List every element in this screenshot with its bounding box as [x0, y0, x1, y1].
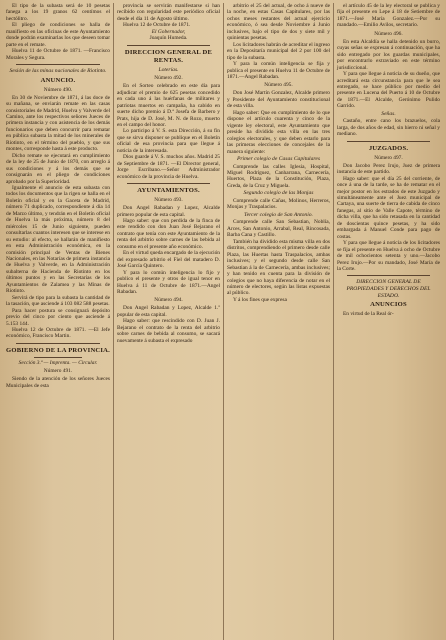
paragraph: En virtud de la Real ór- — [343, 311, 394, 318]
notice-number: Número 491. — [43, 368, 73, 375]
text-column-1 — [3, 3, 113, 640]
paragraph: Y para lo común inteligencia lo fijo y publico el presente y otros de igual tenor en Huelva á 11 de Octubre de 1871.—Angel Rabadan. — [117, 269, 220, 295]
notice-number: Número 496. — [374, 30, 403, 37]
subheading: Sesión de las minas nacionales de Riotinto. — [9, 68, 107, 75]
paragraph: En esta Alcaldía se halla detenido un burro, cuyas señas se expresan á continuación, que ha sido entregado por los guardas municipales, por encontrarlo extraviado en este término jurisdiccional. — [337, 38, 440, 71]
paragraph: Comprende las calles Iglesia, Hospital, Miguel Rodríguez, Canharrana, Carnecería, Huertos, Plaza de la Constitución, Plaza, Greda, de la Cruz y Miguela. — [227, 163, 330, 189]
section-heading: ANUNCIO. — [40, 76, 76, 84]
paragraph: También ha dividido esta misma villa en dos distritos, comprendiendo el primero desde calle Plaza, las Huertas hasta Traspalacios, ambas inclusives; y el segundo desde calle San Sebastian á la de Carnecería, ambas inclusives; y han tenido en cuenta para la división de colegios que no haya diferencia de notar en el número de electores, según las listas expuestas al público. — [227, 238, 330, 297]
section-heading: GOBIERNO DE LA PROVINCIA. — [6, 346, 110, 354]
paragraph: Huelva 11 de Octubre de 1871. —Francisco Morales y Segura. — [6, 48, 110, 61]
section-divider — [127, 183, 210, 184]
paragraph: arbitrio el 25 del actual, de ocho á nueve de la noche, en estas Casas Capitulares, por las ochos meses restantes del actual ejercicio económico, ó sea desde Noviembre á Junio inclusives, bajo el tipo de dos y siete mil y quinientas pesetas. — [227, 3, 330, 42]
paragraph: Y para que llegue á noticia de su dueño, que acreditará esta circunstancia para que le sea entregado, se hace público por medio del presente en Lucena del Puerto á 10 de Octubre de 1871.—El Alcalde, Gerónimo Pulido Garrido. — [337, 71, 440, 110]
paragraph: Don José Martín Gonzalez, Alcalde primero y Presidente del Ayuntamiento constitucional de esta villa. — [227, 90, 330, 110]
paragraph: Hago saber: que el día 25 del corriente, de once á una de la tarde, se ha de rematar en el mejor postor en los estrados de este Juzgado y simultáneamente ante el Juez municipal de Cartaya, una suerte de tierra de cabida de cinco fanegas, al sitio de Valle Capote, término de dicha villa, que ha sido retasada en la cantidad de doscientas quince pesetas, y ha sido embargada á Manuel Conde para pago de costas. — [337, 175, 440, 240]
paragraph: Dicho remate se ejecutará en cumplimiento de la ley de 25 de Junio de 1870, con arreglo á sus condiciones y á los demás que se consignarán en el pliego de condiciones aprobado por la Superioridad. — [6, 152, 110, 185]
paragraph: El Gobernador, — [151, 28, 186, 35]
notice-number: Número 490. — [43, 86, 73, 93]
paragraph: Comprende calle San Sebastian, Noblía, Arces, San Antonio, Arrabal, Real, Rincosada, Barba Cana y Castillo. — [227, 219, 330, 239]
short-divider — [34, 357, 82, 358]
section-heading: DIRECCION GENERAL DE RENTAS. — [124, 48, 213, 64]
paragraph: Don Angel Rabadan y Lopez, Alcalde primero popular de esta capital. — [117, 205, 220, 218]
section-heading: AYUNTAMIENTOS. — [137, 187, 200, 195]
paragraph: Y para que llegue á noticia de los licitadores se fija el presente en Huelva á ocho de Octubre de mil ochocientos setenta y uno.—Jacobo Perez Irujo.—Por su mandado, José María de la Corte. — [337, 240, 440, 272]
paragraph: el artículo 45 de la ley electoral se publica y fija el presente en Lepe á 18 de Setiembre de 1871.—José María Gonzalez.—Por su mandado.—Emilio Avilos, secretario. — [337, 3, 440, 29]
notice-number: Número 497. — [374, 154, 403, 161]
section-divider — [347, 275, 430, 276]
paragraph: En el Sorteo celebrado en este día para adjudicar el premio de 625 pesetas concedido en cada uno á las huérfanas de militares y patriotas muertos en campaña, ha cabido en suerte dicho premio á D.ª Josefa de Barbero y Prats, hija de D. José, M. N. de Rozo, muerto en el campo del honor. — [117, 83, 220, 129]
paragraph: Joaquín Humeda. — [149, 35, 188, 42]
paragraph: En 30 de Noviembre de 1871, á las doce de su mañana, se enviarán remate en las casas consistoriales de Madrid, Huelva y Valverde del Camino, ante los respectivos señores Jueces de primera instancia y con asistencia de los demás funcionarios que deben concurrir para rematar en pública subasta la mitad de los minerales de Riotinto, en el término del pueblo, y que sus montes, corresponde hasta á este producto. — [6, 94, 110, 153]
paragraph: Don Angel Rabadan y Lopez, Alcalde 1.º popular de esta capital. — [117, 305, 220, 318]
paragraph: Y á los fines que expresa — [233, 296, 287, 303]
text-columns — [3, 3, 443, 640]
paragraph: Don Jacobo Perez Irujo, Juez de primera instancia de este partido. — [337, 162, 440, 176]
paragraph: Los licitadores habrán de acreditar el ingreso en la Depositaría municipal del 2 por 100 del tipo de la subasta. — [227, 41, 330, 61]
paragraph: Servirá de tipo para la subasta la cantidad de la tasación, que asciende á 103 082 588 pesetas. — [6, 294, 110, 308]
section-divider — [16, 64, 100, 65]
subheading: Tercer colegio de San Antonio. — [244, 211, 313, 218]
paragraph: Comprende calle Cañas, Molinos, Herreros, Monjas y Traspalacios. — [227, 197, 330, 211]
section-divider — [16, 343, 100, 344]
subheading: Señas. — [381, 110, 396, 117]
text-column-4 — [333, 3, 443, 640]
section-heading: ANUNCIOS — [370, 301, 407, 309]
paragraph: Castaño, entre cano los brazuelos, cola larga, de dos años de edad, sin hierro ni señal y mediano. — [337, 118, 440, 138]
paragraph: El pliego de condiciones se halla de manifiesto en las oficinas de este Ayuntamiento donde podrán examinarlas los que deseen tomar parte en el remate. — [6, 22, 110, 48]
text-column-3 — [223, 3, 333, 640]
paragraph: provincia se servirán manifestarse si han recibido con regularidad este periódico oficial desde el día 11 de Agosto último. — [117, 3, 220, 22]
paragraph: En el virtud queda encargado de la ejecución del expresado arbitrio el Fiel del matadero D. José García Quintero. — [117, 250, 220, 270]
paragraph: Para hacer postura se consignará depósito previo del cinco por ciento que asciende á 5.153 144. — [6, 307, 110, 327]
subheading: DIRECCION GENERAL DE PROPIEDADES Y DERECHOS DEL ESTADO. — [346, 279, 431, 299]
paragraph: Huelva 12 de Octubre de 1871. —El Jefe económico, Francisco Martin. — [6, 326, 110, 340]
paragraph: Huelva 12 de Octubre de 1871. — [123, 22, 191, 29]
paragraph: Sección 3.ª — Imprenta. — Circular. — [18, 359, 98, 366]
subheading: Primer colegio de Casas Capitulares — [236, 155, 321, 162]
notice-number: Número 493. — [154, 197, 183, 204]
paragraph: Igualmente el anuncio de esta subasta con todos los documentos que la rigen se halla en el Boletín oficial y en la Gaceta de Madrid, número 71 duplicado, correspondiente á día 14 de Marzo último, y tendrán en el Boletín oficial de Huelva la más próxima, número 8 del miércoles 15 de Junio siguiente, pueden consultarlas cuantos interesen que se interese en su estudio: al efecto, se hallarán de manifiesto en esta Administración económica, en la comisión principal de Ventas de Bienes Nacionales, en las Notarías de primera instancia de Huelva y Valverde, en la Administración subalterna de Hacienda de Riotinto en los últimos puntos y en las Secretarías de los Ayuntamientos de Zalamea y las Minas de Riotinto. — [6, 185, 110, 295]
notice-number: Número 494. — [154, 297, 183, 304]
notice-number: Número 495. — [264, 82, 293, 89]
paragraph: Siendo de la atención de los señores Jueces Municipales de esta — [6, 376, 110, 389]
subheading: Segundo colegio de las Monjas — [243, 190, 314, 197]
paragraph: Hago saber: Que en cumplimiento de lo que dispone el artículo cuarenta y cinco de la vigente ley electoral, este Ayuntamiento que preside ha dividido esta villa en las tres colegios electorales, y que deben estarlo para las primeras elecciones de concejales de la manera siguiente: — [227, 109, 330, 155]
paragraph: Dios guarde á V. S. muchos años. Madrid 25 de Septiembre de 1871. —El Director general, Jorge Escribano.—Señor Administrador económico de la provincia de Huelva. — [117, 154, 220, 180]
text-column-2 — [113, 3, 223, 640]
paragraph: Hago saber: que con perdida de la finca de este rendido con don Juan José Bejarano el contrato que tenía con este Ayuntamiento de la renta del arbitrio sobre carnes de las bebida al consumo en el presente año económico. — [117, 218, 220, 250]
paragraph: El tipo de la subasta será de 10 pesetas fanega a los 19 granos 62 centímos el hectólitro. — [6, 3, 110, 22]
section-divider — [347, 141, 430, 142]
section-divider — [127, 45, 210, 46]
section-heading: JUZGADOS. — [368, 144, 409, 152]
notice-number: Número 492. — [154, 75, 183, 82]
subheading: Loterías. — [158, 66, 179, 73]
paragraph: Lo participo á V. S. esta Dirección, á su fin que se sirva disponer se publique en el Boletín oficial de esa provincia para que llegue á noticia de la interesada. — [117, 128, 220, 154]
paragraph: Hago saber: que rescindido con D. Juan J. Bejarano el contrato de la renta del arbitrio sobre carnes de bebida al consumo, se sacará nuevamente á subasta el expresado — [117, 318, 220, 344]
paragraph: Y para la común inteligencia se fija y publica el presente en Huelva 11 de Octubre de 1871.—Angel Rabadan. — [227, 61, 330, 80]
